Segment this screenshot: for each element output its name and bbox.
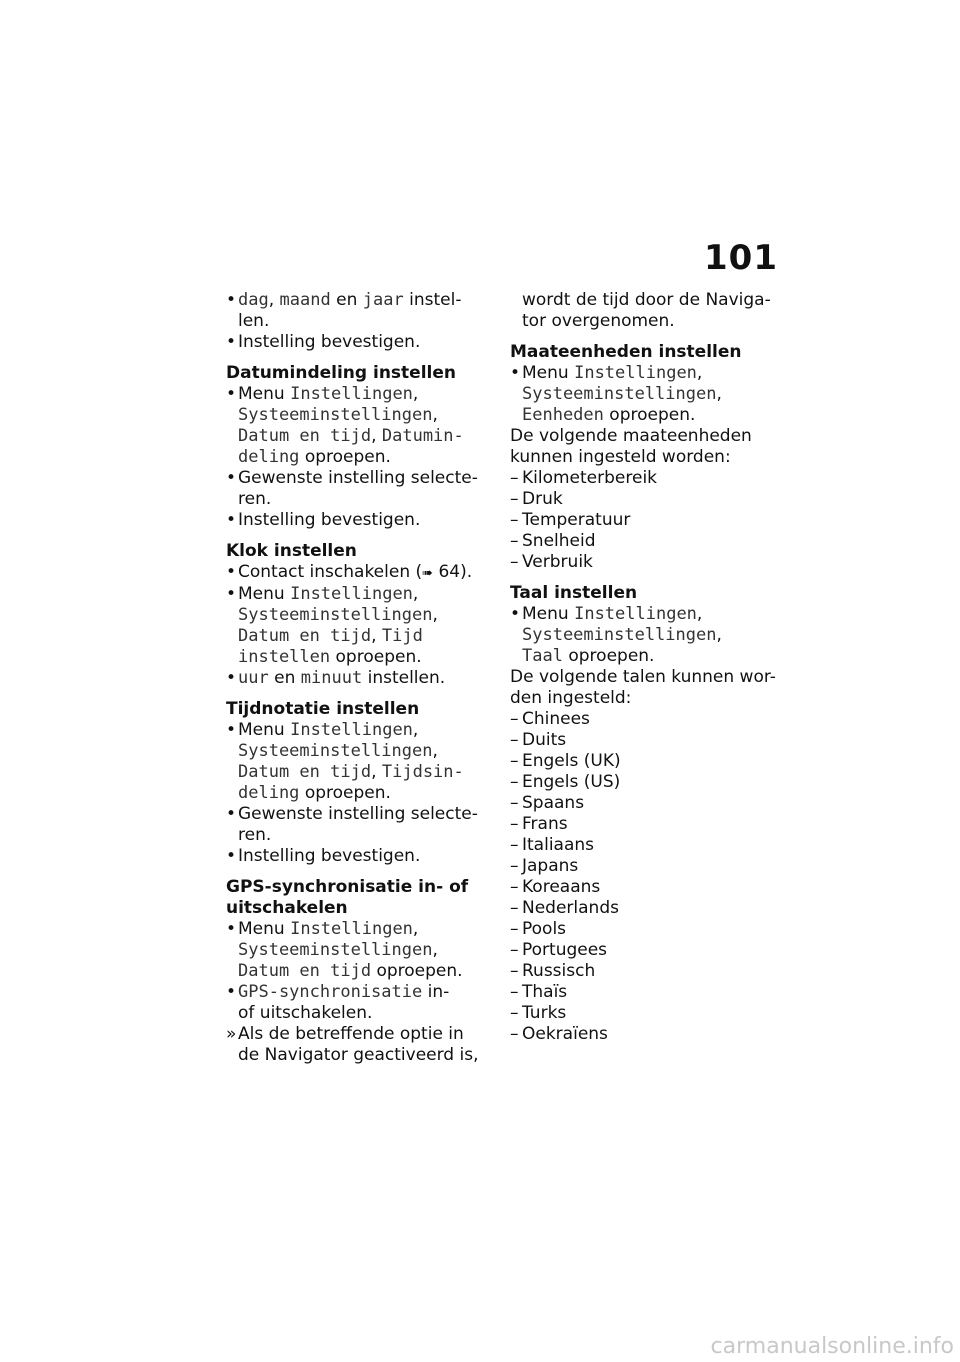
bullet-icon: • <box>226 332 237 352</box>
list-item-label: Thaïs <box>522 982 568 1002</box>
menu-term: Instellingen <box>290 384 413 404</box>
list-item <box>510 531 780 552</box>
list-item-label: Koreaans <box>522 877 601 897</box>
text: in- <box>422 982 450 1002</box>
bullet-icon: • <box>226 290 237 310</box>
text: Gewenste instelling selecte- <box>238 468 478 488</box>
text: Menu <box>238 384 291 404</box>
text: Als de betreffende optie in <box>238 1024 464 1044</box>
list-item-label: Frans <box>522 814 568 834</box>
languages-list <box>510 709 780 1045</box>
menu-term: Systeeminstellingen <box>238 405 433 425</box>
dash-icon: – <box>510 982 519 1002</box>
page-reference: 64). <box>438 562 473 582</box>
dash-icon: – <box>510 814 519 834</box>
list-item-label: Nederlands <box>522 898 619 918</box>
menu-term: Tijd <box>381 626 423 646</box>
bullet-icon: • <box>510 604 521 624</box>
menu-term: Systeeminstellingen <box>522 625 717 645</box>
text: Menu <box>238 584 291 604</box>
list-item: • Menu Instellingen, Systeeminstellingen, Eenheden oproepen. <box>510 363 722 425</box>
dash-icon: – <box>510 919 519 939</box>
list-item-label: Japans <box>522 856 579 876</box>
menu-term: Datum en tijd <box>238 961 372 981</box>
menu-term: Datum en tijd <box>238 426 372 446</box>
menu-term: Instellingen <box>290 919 413 939</box>
bullet-icon: • <box>226 384 237 404</box>
list-item: • Menu Instellingen, Systeeminstellingen, Datum en tijd, Tijd instellen oproepen. <box>226 584 438 667</box>
list-item <box>510 793 780 814</box>
dash-icon: – <box>510 709 519 729</box>
left-column <box>226 290 494 1066</box>
bullet-icon: • <box>226 982 237 1002</box>
list-item <box>510 510 780 531</box>
text: instel- <box>403 290 462 310</box>
menu-term: Systeeminstellingen <box>238 940 433 960</box>
menu-term: Tijdsin- <box>381 762 464 782</box>
menu-term: Instellingen <box>290 584 413 604</box>
list-item <box>510 730 780 751</box>
text: oproepen. <box>371 961 463 981</box>
list-item <box>510 552 780 573</box>
dash-icon: – <box>510 898 519 918</box>
list-item-label: Chinees <box>522 709 590 729</box>
text: oproepen. <box>299 447 391 467</box>
bullet-icon: • <box>226 510 237 530</box>
dash-icon: – <box>510 552 519 572</box>
text: oproepen. <box>330 647 422 667</box>
list-item <box>510 961 780 982</box>
list-item-label: Russisch <box>522 961 596 981</box>
dash-icon: – <box>510 510 519 530</box>
text: oproepen. <box>562 646 655 666</box>
text: Instelling bevestigen. <box>238 510 421 530</box>
dash-icon: – <box>510 1003 519 1023</box>
menu-term: Systeeminstellingen <box>238 605 433 625</box>
text: Instelling bevestigen. <box>238 846 421 866</box>
dash-icon: – <box>510 961 519 981</box>
right-column <box>510 290 780 1045</box>
text: Menu <box>238 919 291 939</box>
list-item-label: Turks <box>522 1003 567 1023</box>
dash-icon: – <box>510 531 519 551</box>
list-item <box>510 877 780 898</box>
dash-icon: – <box>510 940 519 960</box>
section-heading: Taal instellen <box>510 583 638 603</box>
menu-term: jaar <box>362 290 404 310</box>
dash-icon: – <box>510 793 519 813</box>
section-heading: Maateenheden instellen <box>510 342 742 362</box>
menu-term: instellen <box>238 647 331 667</box>
list-item-label: Snelheid <box>522 531 596 551</box>
list-item <box>226 846 494 867</box>
text: len. <box>238 311 270 331</box>
text: oproepen. <box>603 405 696 425</box>
units-list <box>510 468 780 573</box>
text: den ingesteld: <box>510 688 632 708</box>
list-item <box>510 982 780 1003</box>
menu-term: maand <box>279 290 331 310</box>
text: Menu <box>522 363 575 383</box>
list-item <box>226 290 494 332</box>
list-item <box>510 940 780 961</box>
list-item <box>510 898 780 919</box>
text: Menu <box>238 720 291 740</box>
text: Contact inschakelen ( <box>238 562 423 582</box>
dash-icon: – <box>510 489 519 509</box>
bullet-icon: • <box>226 804 237 824</box>
menu-term: Instellingen <box>574 363 697 383</box>
list-item: • Menu Instellingen, Systeeminstellingen, Datum en tijd oproepen. <box>226 919 463 981</box>
menu-term: Systeeminstellingen <box>238 741 433 761</box>
menu-term: deling <box>238 447 300 467</box>
menu-term: Systeeminstellingen <box>522 384 717 404</box>
list-item: • Menu Instellingen, Systeeminstellingen, Datum en tijd, Tijdsin- deling oproepen. <box>226 720 464 803</box>
bullet-icon: • <box>226 562 237 582</box>
dash-icon: – <box>510 772 519 792</box>
text: Gewenste instelling selecte- <box>238 804 478 824</box>
text: wordt de tijd door de Naviga- <box>522 290 771 310</box>
menu-term: deling <box>238 783 300 803</box>
list-item-label: Kilometerbereik <box>522 468 658 488</box>
list-item <box>510 489 780 510</box>
list-item-label: Pools <box>522 919 567 939</box>
list-item <box>226 332 494 353</box>
text: ren. <box>238 825 272 845</box>
text: tor overgenomen. <box>522 311 675 331</box>
menu-term: minuut <box>300 668 363 688</box>
text: De volgende maateenheden <box>510 426 752 446</box>
bullet-icon: • <box>510 363 521 383</box>
text: ren. <box>238 489 272 509</box>
list-item-label: Verbruik <box>522 552 593 572</box>
list-item <box>510 751 780 772</box>
list-item: • Menu Instellingen, Systeeminstellingen, Taal oproepen. <box>510 604 722 666</box>
list-item <box>226 668 494 689</box>
list-item: • Menu Instellingen, Systeeminstellingen, Datum en tijd, Datumin- deling oproepen. <box>226 384 464 467</box>
bullet-icon: • <box>226 468 237 488</box>
bullet-icon: • <box>226 584 237 604</box>
bullet-icon: • <box>226 720 237 740</box>
watermark: carmanualsonline.info <box>710 1334 954 1359</box>
list-item <box>226 468 494 510</box>
menu-term: uur <box>238 668 269 688</box>
menu-term: Instellingen <box>290 720 413 740</box>
menu-term: Taal <box>522 646 563 666</box>
menu-term: Datum en tijd <box>238 762 372 782</box>
menu-term: Instellingen <box>574 604 697 624</box>
list-item <box>510 856 780 877</box>
dash-icon: – <box>510 730 519 750</box>
bullet-icon: • <box>226 668 237 688</box>
menu-term: Datum en tijd <box>238 626 372 646</box>
text: de Navigator geactiveerd is, <box>238 1045 479 1065</box>
arrow-right-icon: ➠ <box>422 566 434 581</box>
list-item-label: Oekraïens <box>522 1024 608 1044</box>
text: oproepen. <box>299 783 391 803</box>
heading-line: uitschakelen <box>226 898 348 918</box>
text: Menu <box>522 604 575 624</box>
dash-icon: – <box>510 468 519 488</box>
list-item <box>226 804 494 846</box>
result-continuation <box>510 290 780 332</box>
list-item-label: Italiaans <box>522 835 595 855</box>
section-heading: Tijdnotatie instellen <box>226 699 420 719</box>
list-item-label: Temperatuur <box>522 510 631 530</box>
list-item <box>510 919 780 940</box>
list-item <box>510 835 780 856</box>
section-heading: Klok instellen <box>226 541 357 561</box>
list-item <box>226 982 494 1024</box>
list-item <box>510 814 780 835</box>
text: kunnen ingesteld worden: <box>510 447 731 467</box>
result-arrow-icon: » <box>226 1024 237 1044</box>
list-item <box>510 772 780 793</box>
text: De volgende talen kunnen wor- <box>510 667 776 687</box>
text: en <box>330 290 363 310</box>
list-item-label: Druk <box>522 489 563 509</box>
bullet-icon: • <box>226 919 237 939</box>
text: Instelling bevestigen. <box>238 332 421 352</box>
menu-term: Eenheden <box>522 405 604 425</box>
list-item <box>510 468 780 489</box>
page-number: 101 <box>704 238 778 278</box>
heading-line: GPS-synchronisatie in- of <box>226 877 469 897</box>
list-item <box>510 709 780 730</box>
text: en <box>268 668 301 688</box>
bullet-icon: • <box>226 846 237 866</box>
dash-icon: – <box>510 856 519 876</box>
menu-term: GPS-synchronisatie <box>238 982 423 1002</box>
list-item <box>510 1003 780 1024</box>
menu-term: dag <box>238 290 269 310</box>
result-item <box>226 1024 494 1066</box>
list-item-label: Portugees <box>522 940 608 960</box>
text: instellen. <box>362 668 446 688</box>
list-item-label: Duits <box>522 730 567 750</box>
dash-icon: – <box>510 751 519 771</box>
section-heading <box>226 877 494 919</box>
text: of uitschakelen. <box>238 1003 373 1023</box>
list-item <box>226 510 494 531</box>
dash-icon: – <box>510 877 519 897</box>
list-item-label: Engels (UK) <box>522 751 621 771</box>
list-item <box>510 1024 780 1045</box>
list-item-label: Engels (US) <box>522 772 621 792</box>
list-item <box>226 562 494 584</box>
menu-term: Datumin- <box>381 426 464 446</box>
section-heading: Datumindeling instellen <box>226 363 456 383</box>
dash-icon: – <box>510 1024 519 1044</box>
dash-icon: – <box>510 835 519 855</box>
separator: , <box>268 290 275 310</box>
list-item-label: Spaans <box>522 793 585 813</box>
